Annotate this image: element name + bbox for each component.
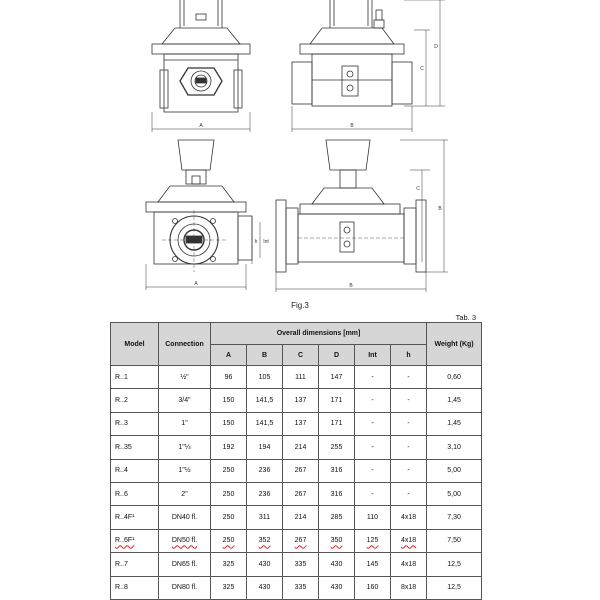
- cell-text: 5,00: [447, 467, 461, 475]
- header-int: Int: [355, 345, 391, 366]
- cell-text: -: [407, 420, 410, 428]
- cell-text: 430: [330, 584, 343, 592]
- cell-weight: [427, 529, 482, 552]
- cell-c: [283, 506, 319, 529]
- cell-d: [319, 389, 355, 412]
- cell-connection: [159, 482, 211, 505]
- cell-h: [391, 412, 427, 435]
- cell-b: [247, 459, 283, 482]
- cell-a: [211, 436, 247, 459]
- table-body: [111, 366, 482, 600]
- cell-connection: [159, 366, 211, 389]
- cell-model: [111, 366, 159, 389]
- cell-text: DN80 fl.: [171, 584, 198, 592]
- cell-text: -: [407, 490, 410, 498]
- cell-int: [355, 412, 391, 435]
- cell-d: [319, 412, 355, 435]
- cell-text: 4x18: [400, 537, 417, 545]
- cell-text: 111: [295, 373, 306, 381]
- cell-b: [247, 389, 283, 412]
- cell-text: 12,5: [447, 584, 461, 592]
- cell-connection: [159, 506, 211, 529]
- figure-caption: Fig.3: [291, 301, 309, 310]
- cell-text: -: [371, 490, 374, 498]
- cell-int: [355, 529, 391, 552]
- cell-connection: [159, 459, 211, 482]
- cell-b: [247, 576, 283, 599]
- cell-c: [283, 389, 319, 412]
- cell-text: 236: [258, 467, 271, 475]
- dimensions-table: [110, 322, 482, 600]
- cell-text: 171: [330, 420, 343, 428]
- cell-text: 316: [330, 467, 343, 475]
- cell-text: 150: [222, 397, 235, 405]
- table-row: [111, 459, 482, 482]
- cell-text: 267: [294, 490, 307, 498]
- cell-text: R..7: [115, 560, 128, 568]
- cell-text: DN50 fl.: [171, 537, 198, 545]
- cell-weight: [427, 459, 482, 482]
- cell-c: [283, 366, 319, 389]
- cell-text: 7,30: [447, 514, 461, 522]
- side-view-flanged: [276, 140, 448, 292]
- cell-h: [391, 482, 427, 505]
- cell-a: [211, 576, 247, 599]
- cell-text: 430: [258, 560, 271, 568]
- dim-label-a: A: [199, 123, 203, 129]
- cell-weight: [427, 553, 482, 576]
- cell-int: [355, 436, 391, 459]
- header-c: C: [283, 345, 319, 366]
- table-row: [111, 412, 482, 435]
- header-a: A: [211, 345, 247, 366]
- cell-text: 214: [294, 514, 307, 522]
- cell-connection: [159, 529, 211, 552]
- header-weight: Weight (Kg): [427, 323, 482, 366]
- cell-text: 12,5: [447, 560, 461, 568]
- dim-label-c: C: [420, 66, 424, 72]
- cell-h: [391, 389, 427, 412]
- cell-text: -: [407, 467, 410, 475]
- cell-b: [247, 553, 283, 576]
- cell-b: [247, 482, 283, 505]
- cell-int: [355, 389, 391, 412]
- cell-weight: [427, 506, 482, 529]
- cell-a: [211, 506, 247, 529]
- cell-text: 137: [294, 397, 307, 405]
- cell-model: [111, 529, 159, 552]
- cell-model: [111, 389, 159, 412]
- cell-text: 316: [330, 490, 343, 498]
- cell-h: [391, 529, 427, 552]
- cell-model: [111, 482, 159, 505]
- cell-text: 335: [294, 560, 307, 568]
- cell-h: [391, 459, 427, 482]
- cell-connection: [159, 436, 211, 459]
- cell-text: 236: [258, 490, 271, 498]
- cell-text: 137: [294, 420, 307, 428]
- cell-text: 3,10: [447, 443, 461, 451]
- cell-text: 8x18: [400, 584, 417, 592]
- table-row: [111, 529, 482, 552]
- cell-text: 141,5: [255, 397, 274, 405]
- cell-h: [391, 506, 427, 529]
- header-d: D: [319, 345, 355, 366]
- table-row: [111, 506, 482, 529]
- dim-label-b: B: [350, 123, 354, 129]
- table-row: [111, 482, 482, 505]
- table-row: [111, 436, 482, 459]
- cell-text: 171: [330, 397, 343, 405]
- cell-text: R..6F¹: [115, 537, 135, 545]
- cell-c: [283, 459, 319, 482]
- cell-weight: [427, 389, 482, 412]
- cell-a: [211, 553, 247, 576]
- cell-model: [111, 506, 159, 529]
- cell-text: 255: [330, 443, 343, 451]
- front-view-threaded: [152, 0, 250, 132]
- cell-int: [355, 576, 391, 599]
- cell-text: DN65 fl.: [171, 560, 198, 568]
- cell-text: 4x18: [400, 514, 417, 522]
- cell-text: R..3: [115, 420, 128, 428]
- cell-text: 4x18: [400, 560, 417, 568]
- cell-text: 335: [294, 584, 307, 592]
- dim-label-b-flanged: B: [349, 283, 353, 289]
- cell-connection: [159, 412, 211, 435]
- cell-text: 250: [222, 514, 235, 522]
- cell-text: 1,45: [447, 420, 461, 428]
- table-row: [111, 366, 482, 389]
- dim-label-d: D: [434, 44, 438, 50]
- cell-text: -: [371, 443, 374, 451]
- cell-a: [211, 389, 247, 412]
- cell-text: -: [407, 397, 410, 405]
- cell-b: [247, 506, 283, 529]
- cell-text: -: [407, 443, 410, 451]
- cell-text: -: [407, 373, 410, 381]
- header-h: h: [391, 345, 427, 366]
- dim-label-b-vertical: B: [438, 206, 442, 212]
- cell-model: [111, 436, 159, 459]
- table-row: [111, 553, 482, 576]
- cell-text: 214: [294, 443, 307, 451]
- cell-d: [319, 482, 355, 505]
- cell-text: 2": [181, 490, 188, 498]
- cell-weight: [427, 366, 482, 389]
- cell-text: 1"¼: [178, 443, 191, 451]
- cell-int: [355, 459, 391, 482]
- cell-model: [111, 459, 159, 482]
- header-b: B: [247, 345, 283, 366]
- front-view-flanged: [146, 140, 260, 290]
- cell-text: 141,5: [255, 420, 274, 428]
- dim-label-h: h: [254, 239, 258, 245]
- cell-c: [283, 436, 319, 459]
- cell-text: 145: [366, 560, 379, 568]
- cell-text: 96: [224, 373, 233, 381]
- cell-text: 285: [330, 514, 343, 522]
- cell-text: 3/4": [178, 397, 191, 405]
- cell-int: [355, 506, 391, 529]
- cell-text: 352: [258, 537, 271, 545]
- cell-connection: [159, 576, 211, 599]
- cell-text: 7,50: [447, 537, 461, 545]
- cell-text: 105: [258, 373, 271, 381]
- cell-text: R..8: [115, 584, 128, 592]
- cell-h: [391, 553, 427, 576]
- cell-h: [391, 366, 427, 389]
- cell-b: [247, 529, 283, 552]
- cell-text: R..4: [115, 467, 128, 475]
- cell-weight: [427, 412, 482, 435]
- cell-weight: [427, 436, 482, 459]
- table-label: Tab. 3: [455, 313, 476, 322]
- cell-text: 267: [294, 537, 307, 545]
- cell-c: [283, 482, 319, 505]
- cell-a: [211, 459, 247, 482]
- cell-text: 430: [330, 560, 343, 568]
- cell-text: 267: [294, 467, 307, 475]
- cell-text: 311: [258, 514, 271, 522]
- cell-d: [319, 506, 355, 529]
- cell-text: 110: [366, 514, 379, 522]
- header-model: Model: [111, 323, 159, 366]
- cell-b: [247, 366, 283, 389]
- cell-text: -: [371, 420, 374, 428]
- cell-c: [283, 553, 319, 576]
- cell-text: DN40 fl.: [171, 514, 198, 522]
- cell-a: [211, 366, 247, 389]
- cell-text: -: [371, 373, 374, 381]
- table-row: [111, 576, 482, 599]
- cell-h: [391, 576, 427, 599]
- cell-a: [211, 482, 247, 505]
- cell-text: 147: [330, 373, 343, 381]
- cell-connection: [159, 389, 211, 412]
- cell-text: 150: [222, 420, 235, 428]
- cell-connection: [159, 553, 211, 576]
- cell-text: -: [371, 397, 374, 405]
- cell-a: [211, 529, 247, 552]
- cell-text: R..1: [115, 373, 128, 381]
- cell-model: [111, 576, 159, 599]
- cell-d: [319, 459, 355, 482]
- cell-text: 350: [330, 537, 343, 545]
- cell-text: 1"½: [178, 467, 191, 475]
- cell-int: [355, 553, 391, 576]
- cell-d: [319, 366, 355, 389]
- cell-h: [391, 436, 427, 459]
- cell-a: [211, 412, 247, 435]
- cell-c: [283, 529, 319, 552]
- cell-text: 192: [222, 443, 235, 451]
- cell-d: [319, 436, 355, 459]
- cell-text: 160: [366, 584, 379, 592]
- cell-text: 250: [222, 467, 235, 475]
- cell-text: 325: [222, 560, 235, 568]
- cell-text: 5,00: [447, 490, 461, 498]
- cell-text: 1,45: [447, 397, 461, 405]
- cell-text: R..35: [115, 443, 132, 451]
- cell-d: [319, 576, 355, 599]
- cell-int: [355, 482, 391, 505]
- cell-text: 0,60: [447, 373, 461, 381]
- cell-text: 250: [222, 537, 235, 545]
- cell-int: [355, 366, 391, 389]
- cell-text: R..4F¹: [115, 514, 135, 522]
- cell-text: 430: [258, 584, 271, 592]
- cell-text: R..2: [115, 397, 128, 405]
- table-row: [111, 389, 482, 412]
- dim-label-int: Int: [263, 239, 269, 245]
- cell-model: [111, 412, 159, 435]
- cell-text: -: [371, 467, 374, 475]
- cell-d: [319, 529, 355, 552]
- cell-b: [247, 436, 283, 459]
- header-connection: Connection: [159, 323, 211, 366]
- cell-b: [247, 412, 283, 435]
- cell-text: 194: [258, 443, 271, 451]
- cell-c: [283, 412, 319, 435]
- cell-model: [111, 553, 159, 576]
- dim-label-c-flanged: C: [416, 186, 420, 192]
- cell-d: [319, 553, 355, 576]
- cell-text: 1": [181, 420, 188, 428]
- cell-text: 325: [222, 584, 235, 592]
- header-overall-dimensions: Overall dimensions [mm]: [211, 323, 427, 345]
- cell-weight: [427, 576, 482, 599]
- cell-weight: [427, 482, 482, 505]
- cell-text: 250: [222, 490, 235, 498]
- cell-text: ½": [180, 373, 189, 381]
- cell-text: R..6: [115, 490, 128, 498]
- cell-text: 125: [366, 537, 379, 545]
- dim-label-a-flanged: A: [194, 281, 198, 287]
- cell-c: [283, 576, 319, 599]
